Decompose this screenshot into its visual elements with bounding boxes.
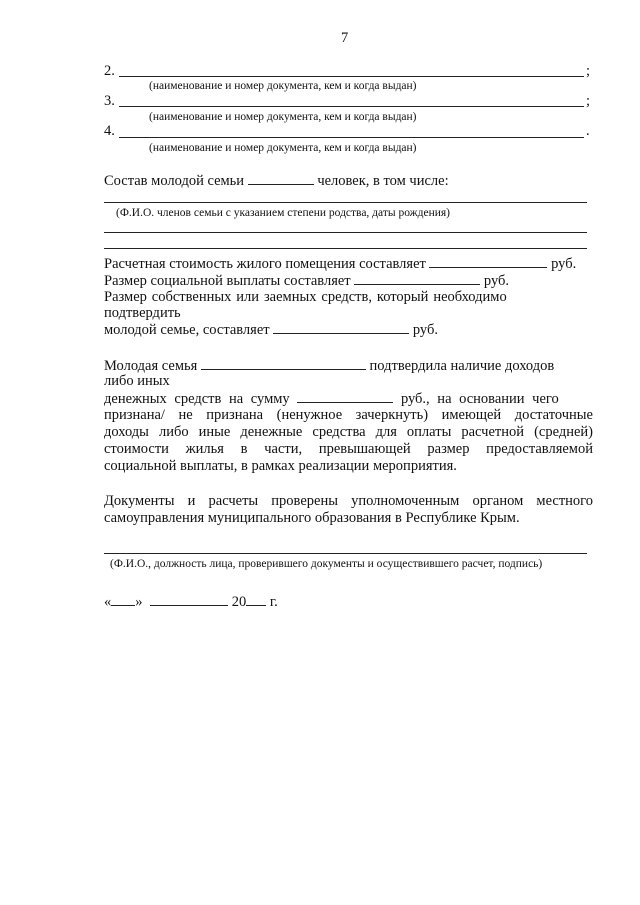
document-item-3-caption: (наименование и номер документа, кем и когда выдан) <box>149 111 417 123</box>
family-members-line <box>104 202 587 203</box>
income-line-1 <box>104 356 554 375</box>
income-amount-suffix: руб., на основании чего <box>400 391 559 407</box>
date-close-quote: » <box>135 594 143 610</box>
date-open-quote: « <box>104 594 112 610</box>
own-funds-line-3 <box>104 320 438 339</box>
income-line-7: социальной выплаты, в рамках реализации мероприятия. <box>104 458 457 474</box>
date-line <box>104 592 278 611</box>
social-payment-label: Размер социальной выплаты составляет <box>104 273 351 289</box>
housing-cost-label: Расчетная стоимость жилого помещения составляет <box>104 256 426 272</box>
document-item-3-line <box>119 106 584 107</box>
document-item-4-number: 4. <box>104 123 115 139</box>
verification-line-1: Документы и расчеты проверены уполномоченным органом местного <box>104 493 593 509</box>
document-item-4-line <box>119 137 584 138</box>
income-family-blank <box>201 356 366 370</box>
document-item-2-end: ; <box>586 63 591 79</box>
document-item-2-caption: (наименование и номер документа, кем и когда выдан) <box>149 80 417 92</box>
income-line-2: либо иных <box>104 373 170 389</box>
income-family-label: Молодая семья <box>104 358 198 374</box>
date-month-blank <box>150 592 228 606</box>
document-item-2-line <box>119 76 584 77</box>
document-item-2-number: 2. <box>104 63 115 79</box>
family-count-blank <box>248 171 314 185</box>
family-members-caption: (Ф.И.О. членов семьи с указанием степени родства, даты рождения) <box>116 207 451 219</box>
date-year-prefix: 20 <box>231 594 247 610</box>
page-number: 7 <box>341 30 349 46</box>
income-confirmed-label: подтвердила наличие доходов <box>369 358 555 374</box>
signature-line <box>104 553 587 554</box>
income-line-6: стоимости жилья в части, превышающей размер предоставляемой <box>104 441 593 457</box>
income-line-4: признана/ не признана (ненужное зачеркнуть) имеющей достаточные <box>104 407 593 423</box>
housing-cost-unit: руб. <box>551 256 577 272</box>
document-item-4-caption: (наименование и номер документа, кем и когда выдан) <box>149 142 417 154</box>
document-item-3-number: 3. <box>104 93 115 109</box>
own-funds-label: молодой семье, составляет <box>104 322 270 338</box>
document-item-4-end: . <box>586 123 590 139</box>
family-composition <box>104 171 449 190</box>
family-members-line-3 <box>104 248 587 249</box>
date-day-blank <box>111 592 135 606</box>
own-funds-unit: руб. <box>412 322 438 338</box>
family-composition-suffix: человек, в том числе: <box>317 173 449 189</box>
own-funds-blank <box>273 320 409 334</box>
housing-cost-blank <box>429 254 547 268</box>
income-amount-blank <box>297 389 393 403</box>
own-funds-line-2: подтвердить <box>104 305 181 321</box>
income-line-5: доходы либо иные денежные средства для оплаты расчетной (средней) <box>104 424 593 440</box>
family-members-line-2 <box>104 232 587 233</box>
income-amount-label: денежных средств на сумму <box>104 391 290 407</box>
family-composition-label: Состав молодой семьи <box>104 173 245 189</box>
date-year-suffix: г. <box>269 594 278 610</box>
document-item-3-end: ; <box>586 93 591 109</box>
signature-caption: (Ф.И.О., должность лица, проверившего документы и осуществившего расчет, подпись) <box>110 558 543 570</box>
social-payment-unit: руб. <box>483 273 510 289</box>
social-payment-blank <box>354 271 480 285</box>
own-funds-line: Размер собственных или заемных средств, который необходимо <box>104 289 507 305</box>
verification-line-2: самоуправления муниципального образования в Республике Крым. <box>104 510 520 526</box>
date-year-blank <box>246 592 266 606</box>
